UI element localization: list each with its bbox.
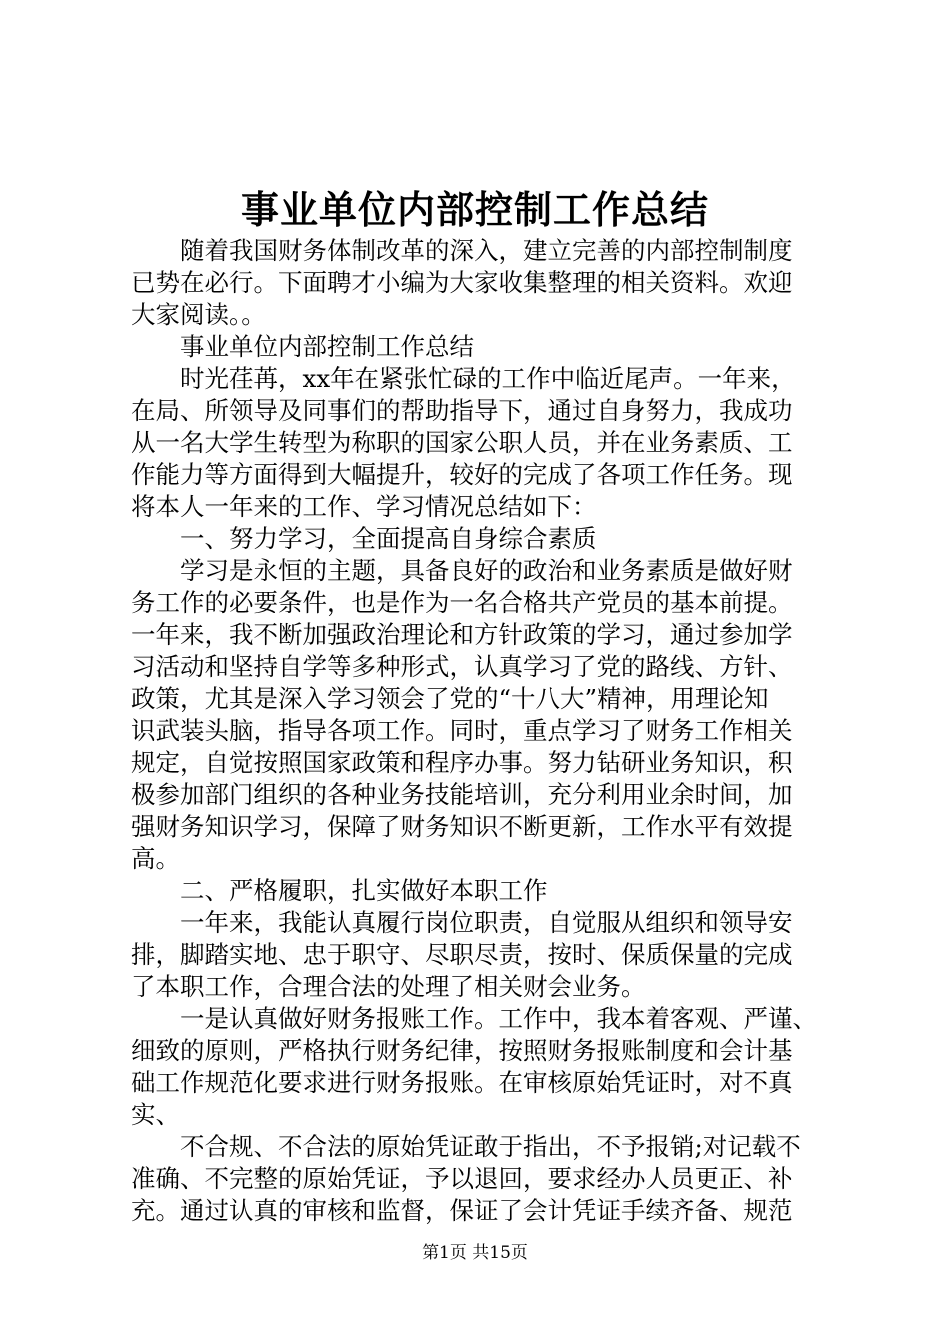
body-line: 准确、不完整的原始凭证，予以退回，要求经办人员更正、补 xyxy=(131,1164,793,1193)
body-line: 大家阅读。。 xyxy=(131,300,266,329)
body-line: 将本人一年来的工作、学习情况总结如下： xyxy=(131,492,597,521)
body-line: 在局、所领导及同事们的帮助指导下，通过自身努力，我成功 xyxy=(131,396,793,425)
body-line: 一年来，我能认真履行岗位职责，自觉服从组织和领导安 xyxy=(131,908,793,937)
body-line: 政策，尤其是深入学习领会了党的“十八大”精神，用理论知 xyxy=(131,684,769,713)
document-title: 事业单位内部控制工作总结 xyxy=(240,187,709,232)
body-line: 学习是永恒的主题，具备良好的政治和业务素质是做好财 xyxy=(131,556,793,585)
body-line: 规定，自觉按照国家政策和程序办事。努力钻研业务知识，积 xyxy=(131,748,793,777)
body-line: 排，脚踏实地、忠于职守、尽职尽责，按时、保质保量的完成 xyxy=(131,940,793,969)
body-line: 随着我国财务体制改革的深入，建立完善的内部控制制度 xyxy=(131,236,793,265)
body-line: 强财务知识学习，保障了财务知识不断更新，工作水平有效提 xyxy=(131,812,793,841)
section-heading: 二、严格履职，扎实做好本职工作 xyxy=(131,876,548,905)
document-body xyxy=(131,235,831,1227)
body-line: 从一名大学生转型为称职的国家公职人员，并在业务素质、工 xyxy=(131,428,793,457)
body-line: 充。通过认真的审核和监督，保证了会计凭证手续齐备、规范 xyxy=(131,1196,793,1225)
body-line: 高。 xyxy=(131,844,180,873)
section-heading: 事业单位内部控制工作总结 xyxy=(131,332,474,361)
body-line: 一年来，我不断加强政治理论和方针政策的学习，通过参加学 xyxy=(131,620,793,649)
body-line: 务工作的必要条件，也是作为一名合格共产党员的基本前提。 xyxy=(131,588,793,617)
body-line: 实、 xyxy=(131,1100,180,1129)
body-line: 一是认真做好财务报账工作。工作中，我本着客观、严谨、 xyxy=(131,1004,817,1033)
body-line: 细致的原则，严格执行财务纪律，按照财务报账制度和会计基 xyxy=(131,1036,793,1065)
body-line: 时光荏苒，xx年在紧张忙碌的工作中临近尾声。一年来， xyxy=(131,364,796,393)
body-line: 已势在必行。下面聘才小编为大家收集整理的相关资料。欢迎 xyxy=(131,268,793,297)
body-line: 识武装头脑，指导各项工作。同时，重点学习了财务工作相关 xyxy=(131,716,793,745)
page-footer: 第1页 共15页 xyxy=(422,1243,528,1263)
body-line: 习活动和坚持自学等多种形式，认真学习了党的路线、方针、 xyxy=(131,652,793,681)
body-line: 础工作规范化要求进行财务报账。在审核原始凭证时，对不真 xyxy=(131,1068,793,1097)
body-line: 作能力等方面得到大幅提升，较好的完成了各项工作任务。现 xyxy=(131,460,793,489)
body-line: 极参加部门组织的各种业务技能培训，充分利用业余时间，加 xyxy=(131,780,793,809)
body-line: 不合规、不合法的原始凭证敢于指出，不予报销;对记载不 xyxy=(131,1132,801,1161)
body-line: 了本职工作，合理合法的处理了相关财会业务。 xyxy=(131,972,646,1001)
section-heading: 一、努力学习，全面提高自身综合素质 xyxy=(131,524,597,553)
